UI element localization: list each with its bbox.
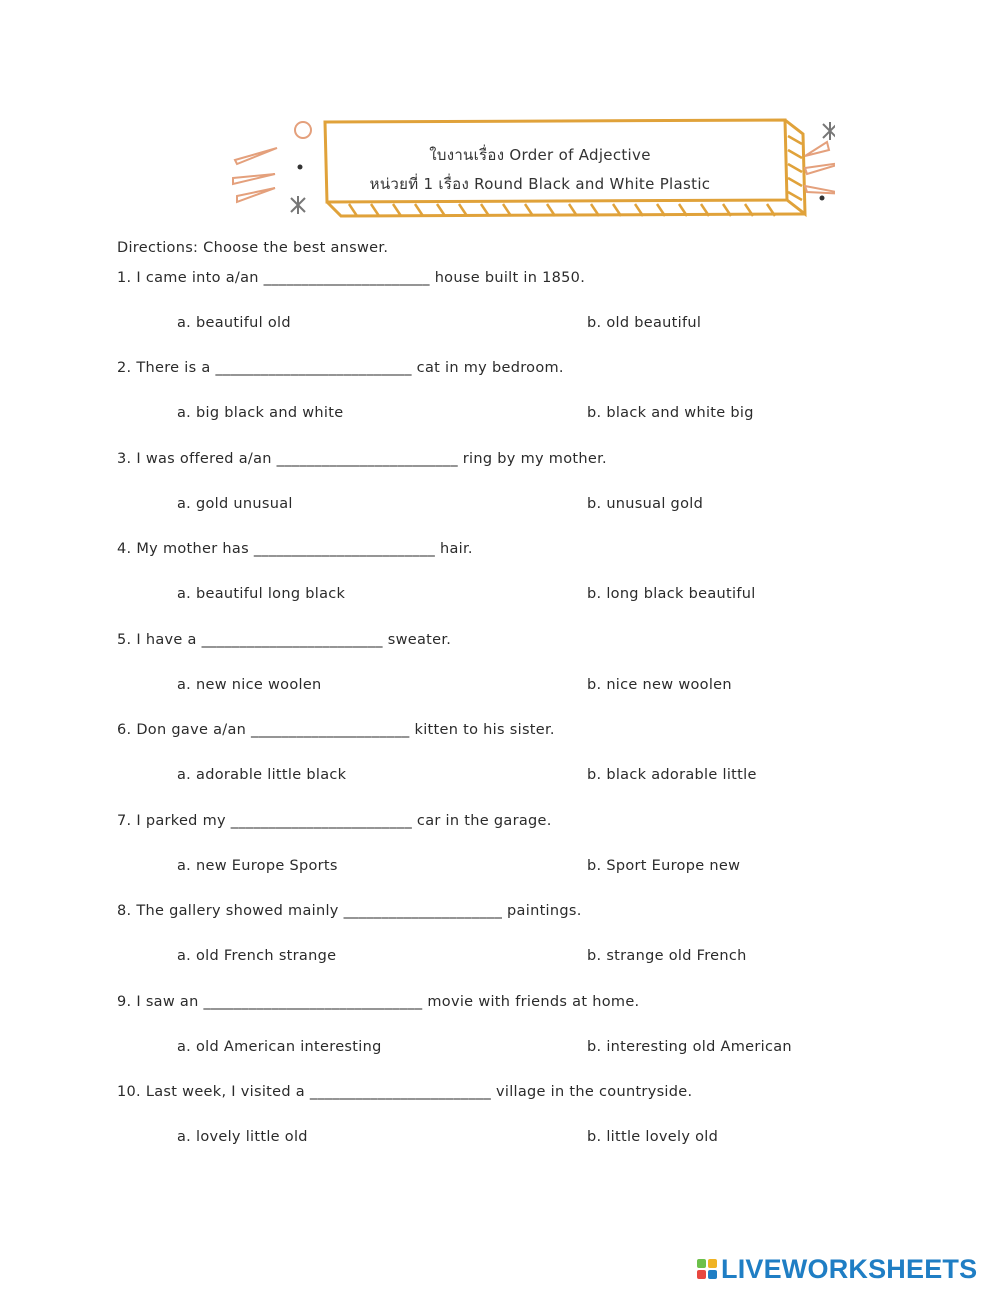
logo-block xyxy=(708,1259,717,1268)
logo-block xyxy=(697,1259,706,1268)
question-2: 2. There is a __________________________ cat in my bedroom. xyxy=(117,360,564,376)
worksheet-subtitle: หน่วยที่ 1 เรื่อง Round Black and White Plastic xyxy=(369,175,711,193)
q5-option-b[interactable]: b. nice new woolen xyxy=(587,677,732,693)
question-8: 8. The gallery showed mainly _____________________ paintings. xyxy=(117,903,582,919)
question-5: 5. I have a ________________________ sweater. xyxy=(117,632,452,648)
liveworksheets-logo[interactable] xyxy=(697,1252,977,1286)
question-6: 6. Don gave a/an _____________________ kitten to his sister. xyxy=(117,722,555,738)
logo-blocks-icon xyxy=(697,1259,717,1279)
q6-option-b[interactable]: b. black adorable little xyxy=(587,767,757,783)
q10-option-a[interactable]: a. lovely little old xyxy=(177,1129,308,1145)
logo-block xyxy=(708,1270,717,1279)
q10-option-b[interactable]: b. little lovely old xyxy=(587,1129,719,1145)
question-9: 9. I saw an _____________________________ movie with friends at home. xyxy=(117,994,640,1010)
q8-option-b[interactable]: b. strange old French xyxy=(587,948,747,964)
directions-text: Directions: Choose the best answer. xyxy=(117,240,389,256)
question-7: 7. I parked my ________________________ car in the garage. xyxy=(117,813,552,829)
title-banner xyxy=(225,110,835,240)
q6-option-a[interactable]: a. adorable little black xyxy=(177,767,347,783)
q9-option-a[interactable]: a. old American interesting xyxy=(177,1039,382,1055)
question-10: 10. Last week, I visited a ________________________ village in the countryside. xyxy=(117,1084,693,1100)
q4-option-b[interactable]: b. long black beautiful xyxy=(587,586,756,602)
q5-option-a[interactable]: a. new nice woolen xyxy=(177,677,322,693)
q2-option-a[interactable]: a. big black and white xyxy=(177,405,344,421)
logo-block xyxy=(697,1270,706,1279)
worksheet-title: ใบงานเรื่อง Order of Adjective xyxy=(429,146,651,164)
q7-option-b[interactable]: b. Sport Europe new xyxy=(587,858,741,874)
q8-option-a[interactable]: a. old French strange xyxy=(177,948,337,964)
question-1: 1. I came into a/an ______________________ house built in 1850. xyxy=(117,270,586,286)
q1-option-b[interactable]: b. old beautiful xyxy=(587,315,702,331)
q3-option-b[interactable]: b. unusual gold xyxy=(587,496,704,512)
q1-option-a[interactable]: a. beautiful old xyxy=(177,315,291,331)
q2-option-b[interactable]: b. black and white big xyxy=(587,405,754,421)
q4-option-a[interactable]: a. beautiful long black xyxy=(177,586,346,602)
q3-option-a[interactable]: a. gold unusual xyxy=(177,496,293,512)
question-4: 4. My mother has ________________________ hair. xyxy=(117,541,473,557)
q9-option-b[interactable]: b. interesting old American xyxy=(587,1039,792,1055)
q7-option-a[interactable]: a. new Europe Sports xyxy=(177,858,338,874)
question-3: 3. I was offered a/an ________________________ ring by my mother. xyxy=(117,451,607,467)
logo-text: LIVEWORKSHEETS xyxy=(721,1253,978,1284)
